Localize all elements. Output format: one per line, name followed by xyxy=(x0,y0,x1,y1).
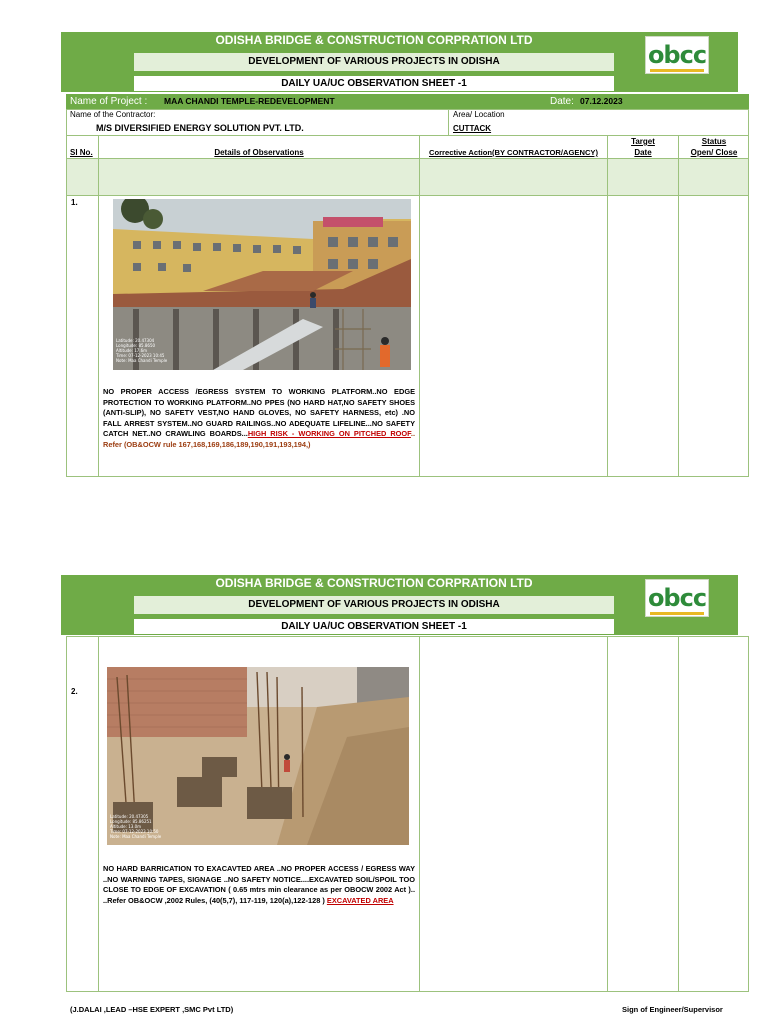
project-value: MAA CHANDI TEMPLE-REDEVELOPMENT xyxy=(164,96,335,106)
company-title: ODISHA BRIDGE & CONSTRUCTION CORPRATION LTD xyxy=(215,33,533,47)
contractor-label: Name of the Contractor: xyxy=(70,110,156,119)
sheet-title: DAILY UA/UC OBSERVATION SHEET -1 xyxy=(134,76,614,91)
area-value: CUTTACK xyxy=(453,124,492,133)
obs1-photo xyxy=(113,199,411,370)
project-label: Name of Project : xyxy=(70,96,148,107)
date-label: Date: xyxy=(550,96,574,107)
obs2-gps-stamp: Latitude: 20.47305 Longitude: 85.86251 Altitude: 13.0m Time: 07-12-2023 10:50 Note: Maa Chandi Temple xyxy=(110,814,162,839)
obs1-risk-highlight: HIGH RISK - WORKING ON PITCHED ROOF xyxy=(247,429,411,439)
obcc-logo-2: obcc xyxy=(645,579,709,617)
col-target: Target Date xyxy=(631,137,655,157)
footer-hse-expert: (J.DALAI ,LEAD –HSE EXPERT ,SMC Pvt LTD) xyxy=(70,1005,234,1014)
area-label: Area/ Location xyxy=(453,110,505,119)
contractor-value: M/S DIVERSIFIED ENERGY SOLUTION PVT. LTD. xyxy=(96,123,304,133)
project-line-2: DEVELOPMENT OF VARIOUS PROJECTS IN ODISHA xyxy=(134,596,614,614)
blank-row xyxy=(67,159,748,195)
obcc-logo: obcc xyxy=(645,36,709,74)
obs2-photo xyxy=(107,667,409,845)
obs1-text: NO PROPER ACCESS /EGRESS SYSTEM TO WORKING PLATFORM..NO EDGE PROTECTION TO WORKING PLATFORM..NO PPES (NO HARD HAT,NO SAFETY SHOES (ANTI-SLIP), NO SAFETY VEST,NO HAND GLOVES, NO SAFETY HARNESS, etc) .NO FALL ARREST SYSTEM..NO GUARD RAILINGS..NO ADEQUATE LIFELINE...NO SAFETY CATCH NET..NO CRAWLING BOARDS...HIGH RISK - WORKING ON PITCHED ROOF.. Refer (OB&OCW rule 167,168,169,186,189,190,191,193,194,) xyxy=(103,387,415,449)
obs2-text: NO HARD BARRICATION TO EXACAVTED AREA ..NO PROPER ACCESS / EGRESS WAY ..NO WARNING TAPES, SIGNAGE ..NO SAFETY NOTICE....EXCAVATED SOIL/SPOIL TOO CLOSE TO EDGE OF EXCAVATION ( 0.65 mtrs min clearance as per OBOCW 2002 Act ).. ..Refer OB&OCW ,2002 Rules, (40(5,7), 117-119, 120(a),122-128 ) EXCAVATED AREA xyxy=(103,864,415,905)
col-details: Details of Observations xyxy=(214,148,304,157)
obs2-sl: 2. xyxy=(71,687,78,696)
sheet-title-2: DAILY UA/UC OBSERVATION SHEET -1 xyxy=(134,619,614,634)
obs1-sl: 1. xyxy=(71,198,78,207)
col-status: Status Open/ Close xyxy=(690,137,738,157)
col-corrective: Corrective Action(BY CONTRACTOR/AGENCY) xyxy=(428,148,599,157)
date-value: 07.12.2023 xyxy=(580,96,623,106)
company-title-2: ODISHA BRIDGE & CONSTRUCTION CORPRATION LTD xyxy=(215,576,533,590)
col-sl: Sl No. xyxy=(70,148,93,157)
obs2-risk-highlight: EXCAVATED AREA xyxy=(326,895,394,905)
footer-signature: Sign of Engineer/Supervisor xyxy=(622,1005,723,1014)
obs1-gps-stamp: Latitude: 20.47304 Longitude: 85.8650 Altitude: 17.6m Time: 07-12-2023 10:45 Note: Maa Chandi Temple xyxy=(116,338,168,363)
project-line: DEVELOPMENT OF VARIOUS PROJECTS IN ODISHA xyxy=(134,53,614,71)
